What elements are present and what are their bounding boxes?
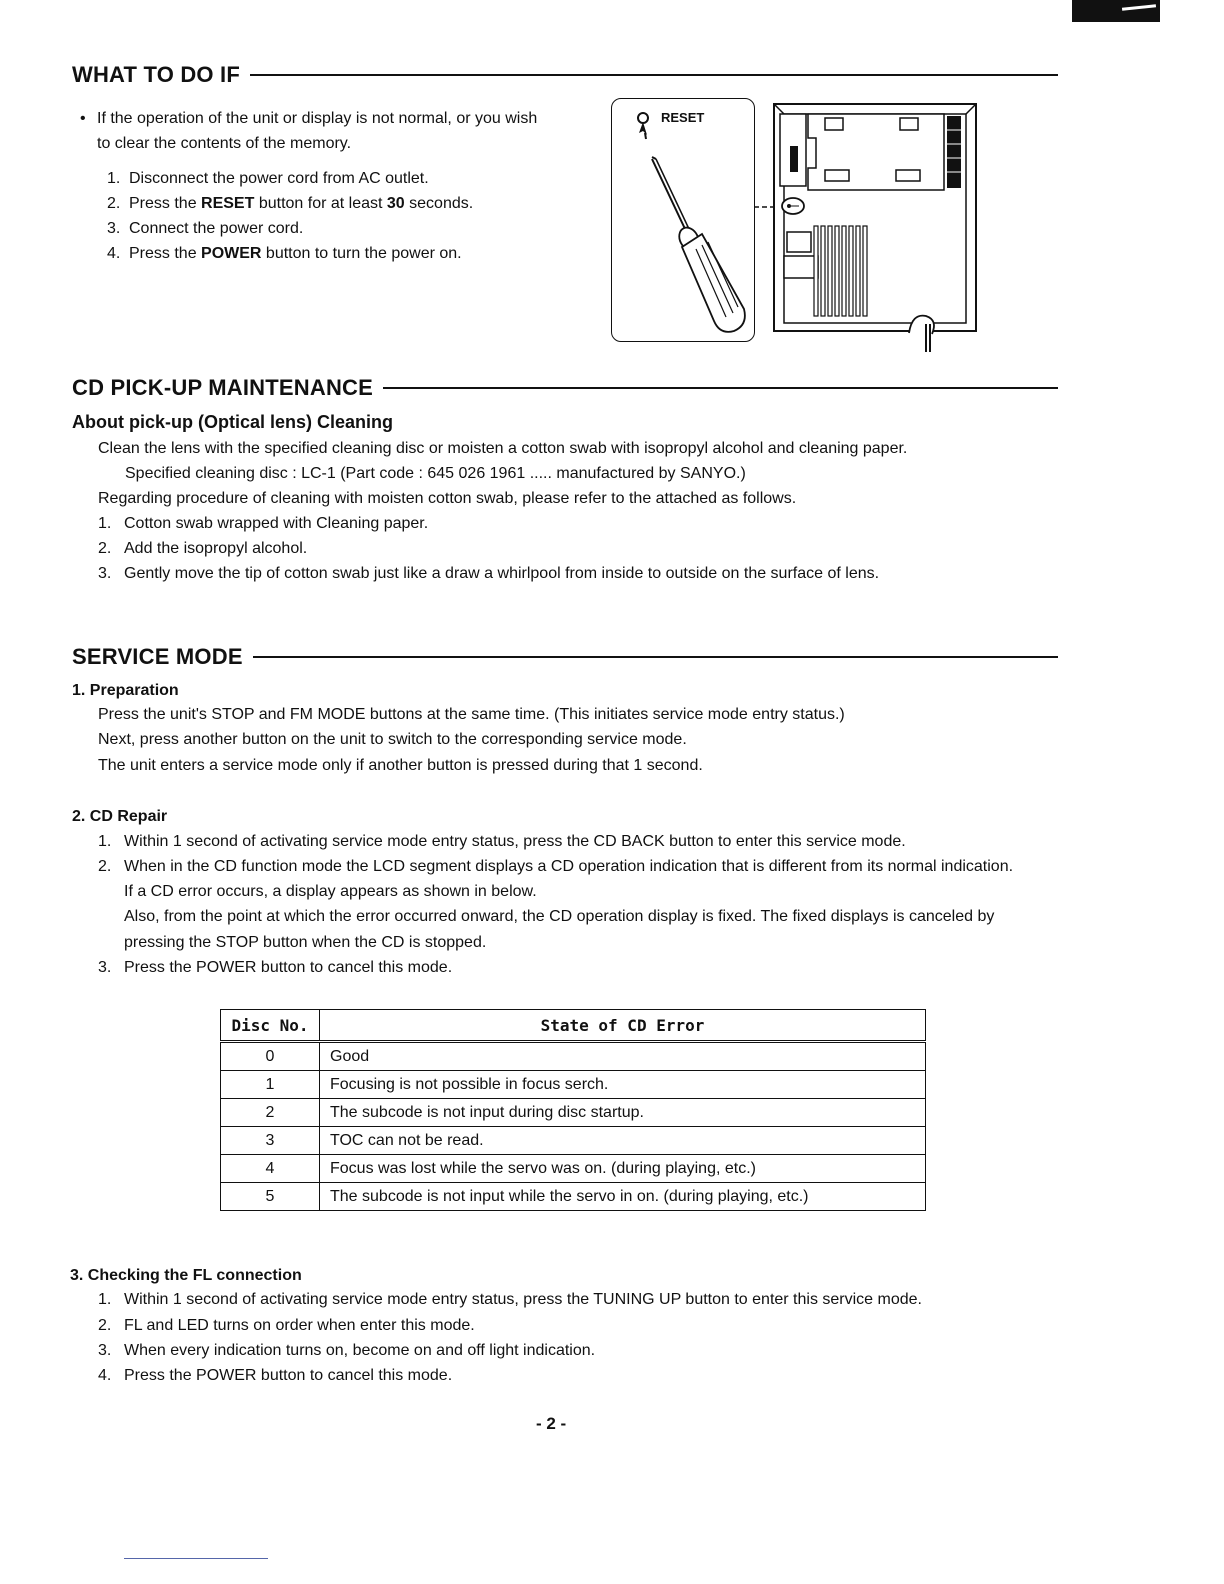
- reset-figure: [611, 98, 755, 342]
- cd-repair-step-2b: If a CD error occurs, a display appears as shown in below.: [124, 883, 537, 900]
- disc-cell: 1: [221, 1071, 320, 1099]
- preparation-line-3: The unit enters a service mode only if another button is pressed during that 1 second.: [98, 757, 703, 774]
- section-rule: [253, 656, 1058, 658]
- cd-repair-step-2c: Also, from the point at which the error occurred onward, the CD operation display is fixed. The fixed displays is canceled by: [124, 908, 995, 925]
- screwdriver-illustration: [612, 99, 754, 341]
- fl-step-4: 4. Press the POWER button to cancel this mode.: [98, 1367, 453, 1384]
- cleaning-line-1: Clean the lens with the specified cleaning disc or moisten a cotton swab with isopropyl alcohol and cleaning paper.: [98, 440, 908, 457]
- header-state: State of CD Error: [320, 1010, 926, 1042]
- cd-repair-step-3: 3. Press the POWER button to cancel this mode.: [98, 959, 453, 976]
- state-cell: The subcode is not input while the servo in on. (during playing, etc.): [320, 1183, 926, 1211]
- cd-repair-heading: 2. CD Repair: [72, 808, 168, 825]
- bullet-dot: •: [80, 110, 86, 127]
- preparation-line-2: Next, press another button on the unit to switch to the corresponding service mode.: [98, 731, 687, 748]
- preparation-line-1: Press the unit's STOP and FM MODE buttons at the same time. (This initiates service mode entry status.): [98, 706, 845, 723]
- preparation-heading: 1. Preparation: [72, 682, 179, 699]
- cleaning-step-1: 1. Cotton swab wrapped with Cleaning paper.: [98, 515, 429, 532]
- reset-step-2: 2. Press the RESET button for at least 30 seconds.: [107, 195, 474, 212]
- fl-step-2: 2. FL and LED turns on order when enter this mode.: [98, 1317, 475, 1334]
- section-title: SERVICE MODE: [72, 644, 243, 669]
- table-header-row: [221, 1010, 926, 1042]
- corner-registration-mark: [1072, 0, 1160, 22]
- table-row: [221, 1042, 926, 1071]
- cd-repair-step-2d: pressing the STOP button when the CD is stopped.: [124, 934, 487, 951]
- cd-repair-step-1: 1. Within 1 second of activating service mode entry status, press the CD BACK button to enter this service mode.: [98, 833, 906, 850]
- footer-line: [124, 1558, 268, 1559]
- fl-step-1: 1. Within 1 second of activating service mode entry status, press the TUNING UP button to enter this service mode.: [98, 1291, 922, 1308]
- state-cell: TOC can not be read.: [320, 1127, 926, 1155]
- cleaning-disc-spec: Specified cleaning disc : LC-1 (Part code : 645 026 1961 ..... manufactured by SANYO.): [125, 465, 746, 482]
- reset-label: RESET: [661, 110, 705, 125]
- disc-cell: 0: [221, 1042, 320, 1071]
- reset-step-1: 1. Disconnect the power cord from AC outlet.: [107, 170, 429, 187]
- cleaning-step-2: 2. Add the isopropyl alcohol.: [98, 540, 308, 557]
- state-cell: Focus was lost while the servo was on. (during playing, etc.): [320, 1155, 926, 1183]
- disc-cell: 4: [221, 1155, 320, 1183]
- table-row: [221, 1155, 926, 1183]
- state-cell: Focusing is not possible in focus serch.: [320, 1071, 926, 1099]
- table-row: [221, 1127, 926, 1155]
- page-number: - 2 -: [536, 1414, 567, 1433]
- cd-error-table: [220, 1009, 926, 1211]
- section-header-cd-pickup: [72, 375, 1058, 401]
- bullet-line: • If the operation of the unit or display is not normal, or you wish: [80, 110, 538, 127]
- reset-step-3: 3. Connect the power cord.: [107, 220, 304, 237]
- table-row: [221, 1071, 926, 1099]
- table-row: [221, 1099, 926, 1127]
- header-disc-no: Disc No.: [221, 1010, 320, 1042]
- reset-step-4: 4. Press the POWER button to turn the power on.: [107, 245, 462, 262]
- section-rule: [250, 74, 1058, 76]
- state-cell: The subcode is not input during disc startup.: [320, 1099, 926, 1127]
- fl-check-heading: 3. Checking the FL connection: [70, 1267, 302, 1284]
- section-header-service-mode: [72, 644, 1058, 670]
- cleaning-step-3: 3. Gently move the tip of cotton swab just like a draw a whirlpool from inside to outside on the surface of lens.: [98, 565, 880, 582]
- section-header-what-to-do: [72, 62, 1058, 88]
- cleaning-line-3: Regarding procedure of cleaning with moisten cotton swab, please refer to the attached as follows.: [98, 490, 797, 507]
- disc-cell: 5: [221, 1183, 320, 1211]
- table-row: [221, 1183, 926, 1211]
- cd-repair-step-2: 2. When in the CD function mode the LCD segment displays a CD operation indication that is different from its normal indication.: [98, 858, 1014, 875]
- fl-step-3: 3. When every indication turns on, become on and off light indication.: [98, 1342, 596, 1359]
- disc-cell: 2: [221, 1099, 320, 1127]
- cleaning-subtitle: About pick-up (Optical lens) Cleaning: [72, 412, 394, 432]
- bullet-line-continued: to clear the contents of the memory.: [97, 135, 352, 152]
- section-title: CD PICK-UP MAINTENANCE: [72, 375, 374, 400]
- section-title: WHAT TO DO IF: [72, 62, 240, 87]
- section-rule: [383, 387, 1058, 389]
- disc-cell: 3: [221, 1127, 320, 1155]
- state-cell: Good: [320, 1042, 926, 1071]
- unit-rear-panel-illustration: [754, 98, 984, 354]
